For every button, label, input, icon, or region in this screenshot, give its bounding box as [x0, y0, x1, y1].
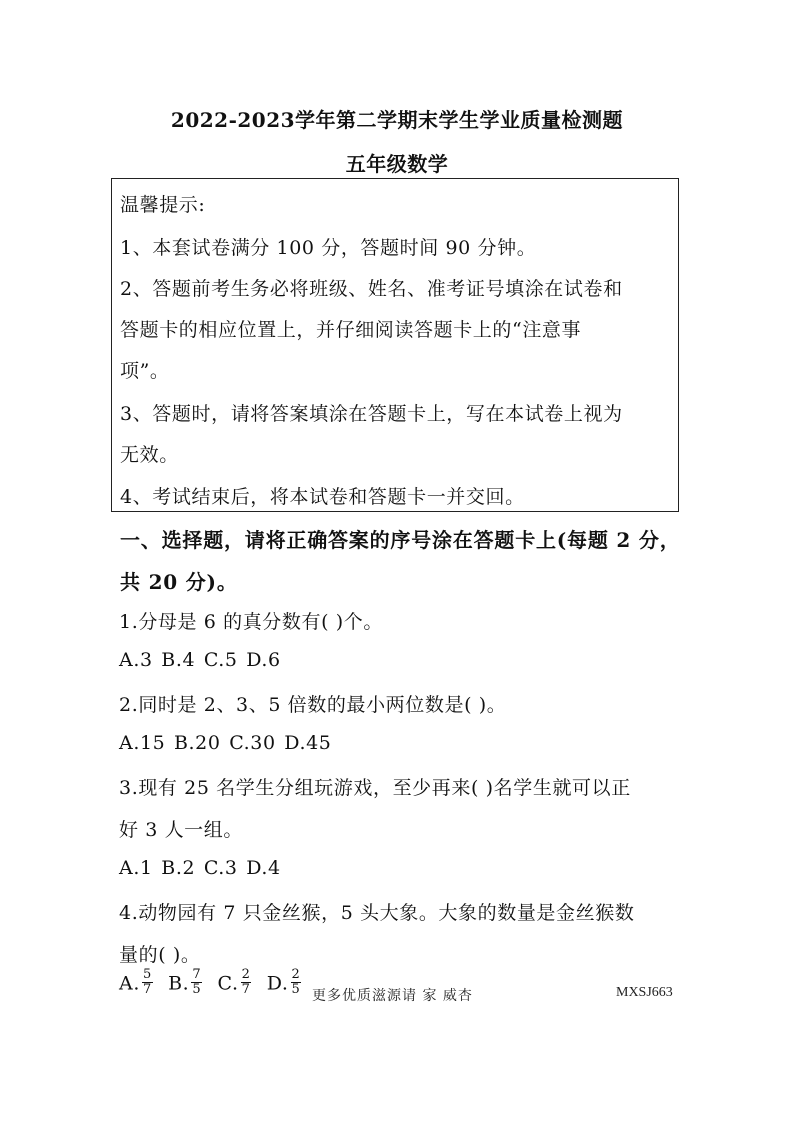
- option-a-denominator: 7: [142, 982, 152, 997]
- watermark-code: MXSJ663: [616, 985, 673, 1000]
- notice-line-7: 4、考试结束后，将本试卷和答题卡一并交回。: [120, 486, 525, 508]
- notice-line-2: 2、答题前考生务必将班级、姓名、准考证号填涂在试卷和: [120, 278, 623, 300]
- notice-heading: 温馨提示:: [120, 194, 206, 216]
- notice-line-4: 项”。: [120, 360, 170, 382]
- notice-line-6: 无效。: [120, 444, 179, 466]
- notice-line-1: 1、本套试卷满分 100 分，答题时间 90 分钟。: [120, 237, 537, 259]
- question-4-text: 4.动物园有 7 只金丝猴，5 头大象。大象的数量是金丝猴数: [119, 902, 635, 924]
- option-a-fraction: [142, 968, 153, 997]
- option-d-numerator: 2: [291, 967, 301, 982]
- question-4-options: [119, 967, 303, 999]
- option-c-fraction: [241, 968, 252, 997]
- option-d-label: D.: [266, 972, 289, 995]
- notice-line-3: 答题卡的相应位置上，并仔细阅读答题卡上的“注意事: [120, 319, 582, 341]
- question-3-options: A.1 B.2 C.3 D.4: [119, 857, 281, 879]
- option-b-label: B.: [168, 972, 190, 995]
- question-2-options: A.15 B.20 C.30 D.45: [119, 732, 332, 754]
- notice-line-5: 3、答题时，请将答案填涂在答题卡上，写在本试卷上视为: [120, 403, 623, 425]
- option-c-numerator: 2: [241, 967, 251, 982]
- option-b-fraction: [191, 968, 202, 997]
- option-b-numerator: 7: [192, 967, 202, 982]
- option-c-label: C.: [217, 972, 239, 995]
- notice-box: [111, 178, 679, 512]
- section-heading-cont: 共 20 分)。: [120, 570, 238, 594]
- question-3-text: 3.现有 25 名学生分组玩游戏，至少再来( )名学生就可以正: [119, 777, 631, 799]
- section-heading: 一、选择题，请将正确答案的序号涂在答题卡上(每题 2 分，: [120, 528, 681, 552]
- option-d-fraction: [291, 968, 302, 997]
- option-c-denominator: 7: [241, 982, 251, 997]
- option-b-denominator: 5: [192, 982, 202, 997]
- question-1-text: 1.分母是 6 的真分数有( )个。: [119, 611, 383, 633]
- question-3-text-cont: 好 3 人一组。: [119, 819, 243, 841]
- watermark-text: 更多优质滋源请 家 威杏: [312, 988, 473, 1004]
- question-4-text-cont: 量的( )。: [119, 944, 201, 966]
- exam-title: 2022-2023学年第二学期末学生学业质量检测题: [170, 108, 624, 132]
- question-1-options: A.3 B.4 C.5 D.6: [119, 649, 281, 671]
- option-a-label: A.: [119, 972, 140, 995]
- option-a-numerator: 5: [142, 967, 152, 982]
- question-2-text: 2.同时是 2、3、5 倍数的最小两位数是( )。: [119, 694, 507, 716]
- exam-subtitle: 五年级数学: [345, 152, 449, 176]
- option-d-denominator: 5: [291, 982, 301, 997]
